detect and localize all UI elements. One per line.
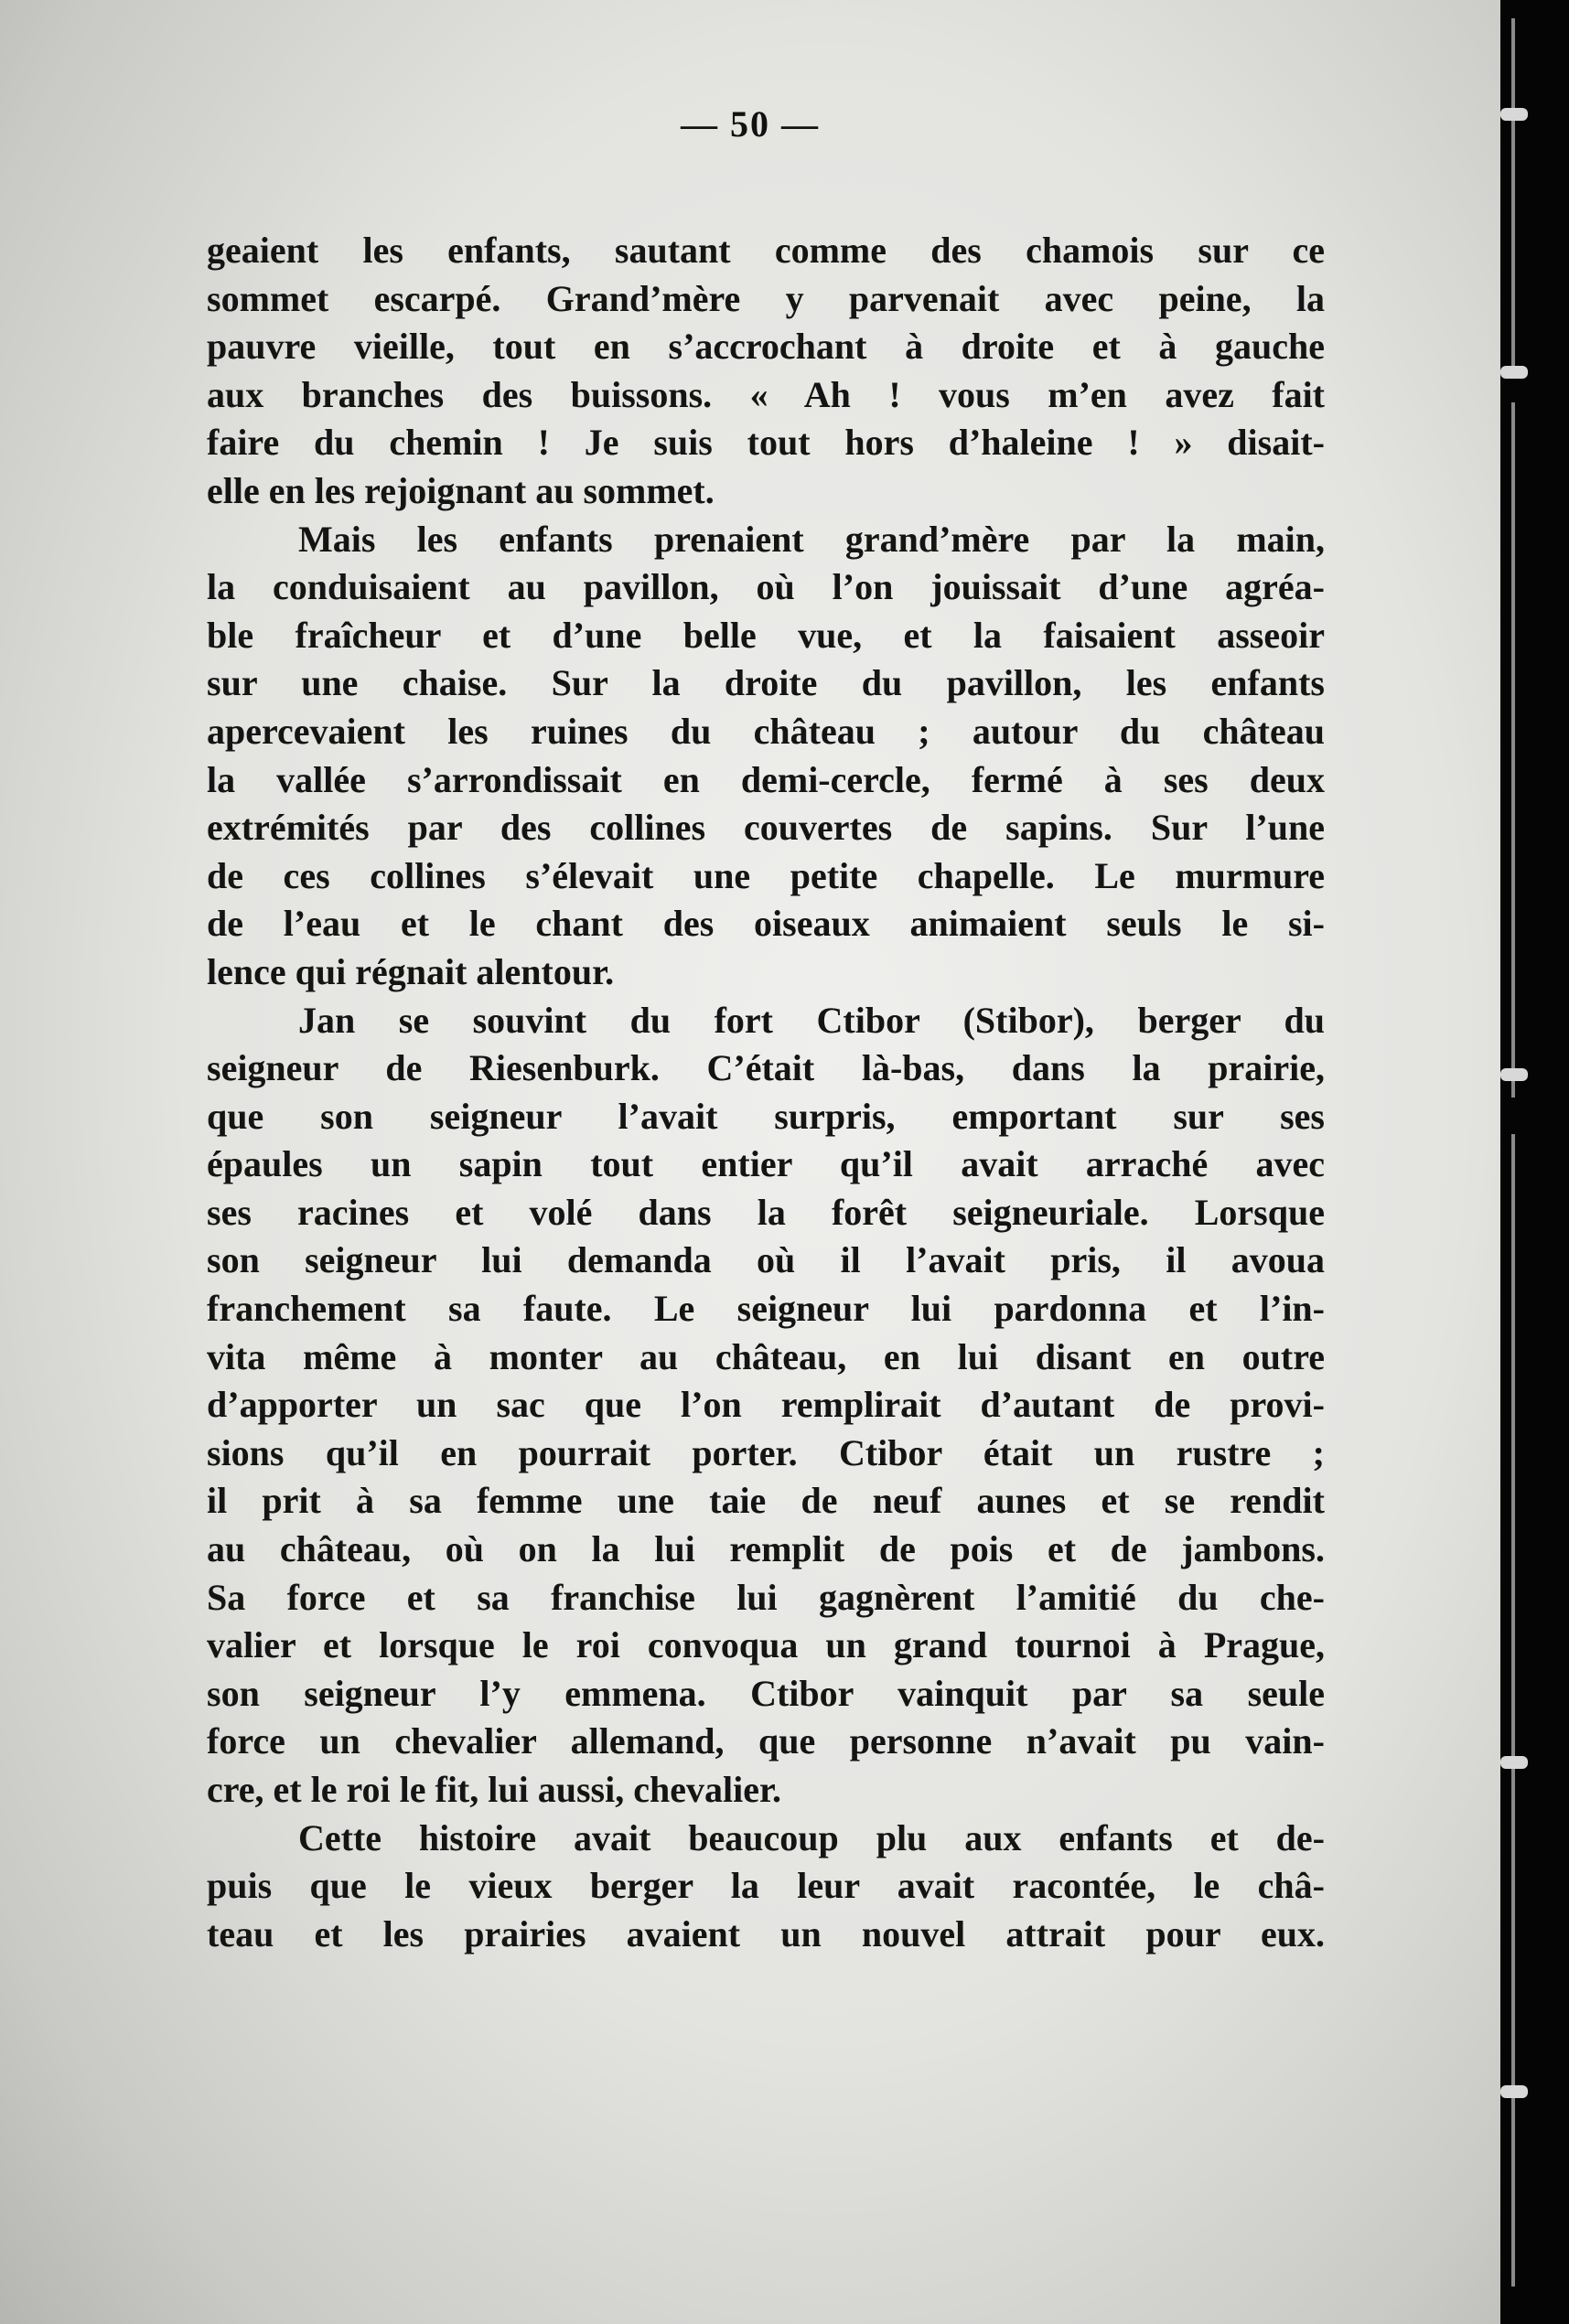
paragraph-4: [207, 1815, 1325, 1959]
text-line: force un chevalier allemand, que personne n’avait pu vain-: [207, 1720, 1325, 1762]
text-line: extrémités par des collines couvertes de sapins. Sur l’une: [207, 807, 1325, 849]
text-line: cre, et le roi le fit, lui aussi, chevalier.: [207, 1769, 782, 1810]
text-line: pauvre vieille, tout en s’accrochant à droite et à gauche: [207, 326, 1325, 368]
text-line: teau et les prairies avaient un nouvel attrait pour eux.: [207, 1912, 1325, 1955]
page-number: — 50 —: [681, 103, 820, 145]
text-line: son seigneur lui demanda où il l’avait pris, il avoua: [207, 1239, 1325, 1281]
text-line: la conduisaient au pavillon, où l’on jouissait d’une agréa-: [207, 566, 1325, 608]
text-line: Cette histoire avait beaucoup plu aux enfants et de-: [298, 1816, 1325, 1858]
text-line: aux branches des buissons. « Ah ! vous m’en avez fait: [207, 373, 1325, 415]
text-line: épaules un sapin tout entier qu’il avait arraché avec: [207, 1143, 1325, 1185]
binding-thread: [1511, 1134, 1515, 2287]
text-line: seigneur de Riesenburk. C’était là-bas, dans la prairie,: [207, 1047, 1325, 1089]
text-line: au château, où on la lui remplit de pois et de jambons.: [207, 1528, 1325, 1570]
paragraph-1: [207, 227, 1325, 516]
text-line: puis que le vieux berger la leur avait racontée, le châ-: [207, 1865, 1325, 1907]
text-line: son seigneur l’y emmena. Ctibor vainquit par sa seule: [207, 1672, 1325, 1714]
binding-thread: [1511, 18, 1515, 366]
text-line: sur une chaise. Sur la droite du pavillon, les enfants: [207, 662, 1325, 704]
text-line: franchement sa faute. Le seigneur lui pardonna et l’in-: [207, 1288, 1325, 1330]
text-line: lence qui régnait alentour.: [207, 950, 615, 992]
text-line: apercevaient les ruines du château ; autour du château: [207, 710, 1325, 752]
binding-stitch: [1500, 2085, 1528, 2098]
binding-stitch: [1500, 1756, 1528, 1769]
text-line: de ces collines s’élevait une petite chapelle. Le murmure: [207, 854, 1325, 896]
text-line: vita même à monter au château, en lui disant en outre: [207, 1335, 1325, 1377]
text-line: Jan se souvint du fort Ctibor (Stibor), berger du: [298, 999, 1325, 1041]
text-line: que son seigneur l’avait surpris, emportant sur ses: [207, 1095, 1325, 1137]
paragraph-2: [207, 516, 1325, 997]
text-line: faire du chemin ! Je suis tout hors d’haleine ! » disait-: [207, 422, 1325, 464]
text-line: Sa force et sa franchise lui gagnèrent l’amitié du che-: [207, 1576, 1325, 1618]
binding-stitch: [1500, 366, 1528, 379]
text-line: ses racines et volé dans la forêt seigneuriale. Lorsque: [207, 1191, 1325, 1233]
binding-stitch: [1500, 1068, 1528, 1081]
text-line: il prit à sa femme une taie de neuf aunes et se rendit: [207, 1480, 1325, 1522]
text-line: Mais les enfants prenaient grand’mère par la main,: [298, 518, 1325, 560]
binding-stitch: [1500, 108, 1528, 121]
binding-thread: [1511, 402, 1515, 1098]
text-line: de l’eau et le chant des oiseaux animaient seuls le si-: [207, 903, 1325, 945]
text-line: sions qu’il en pourrait porter. Ctibor était un rustre ;: [207, 1431, 1325, 1473]
text-line: sommet escarpé. Grand’mère y parvenait avec peine, la: [207, 277, 1325, 319]
page-body-text: [207, 227, 1325, 1958]
text-line: elle en les rejoignant au sommet.: [207, 469, 715, 511]
text-line: d’apporter un sac que l’on remplirait d’autant de provi-: [207, 1384, 1325, 1426]
text-line: geaient les enfants, sautant comme des chamois sur ce: [207, 230, 1325, 271]
paragraph-3: [207, 997, 1325, 1815]
text-line: la vallée s’arrondissait en demi-cercle, fermé à ses deux: [207, 758, 1325, 800]
text-line: ble fraîcheur et d’une belle vue, et la faisaient asseoir: [207, 614, 1325, 656]
text-line: valier et lorsque le roi convoqua un grand tournoi à Prague,: [207, 1624, 1325, 1666]
